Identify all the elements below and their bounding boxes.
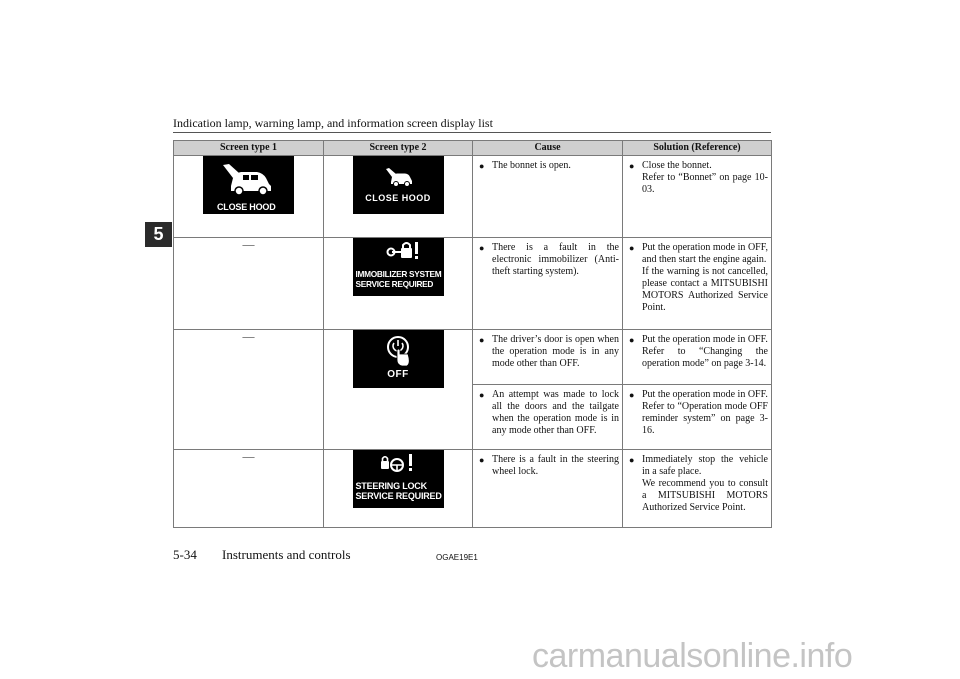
steering-lock-label-line: SERVICE REQUIRED	[355, 491, 442, 501]
screen-type-1-cell	[174, 156, 324, 238]
solution-text	[642, 454, 768, 514]
bullet-icon: ●	[479, 161, 485, 171]
col-header-screen-type-2: Screen type 2	[324, 141, 473, 156]
bullet-icon: ●	[629, 390, 635, 400]
steering-lock-screen	[353, 450, 444, 508]
close-hood-label-1: CLOSE HOOD	[217, 202, 276, 212]
document-code: OGAE19E1	[436, 553, 478, 562]
screen-type-2-cell	[324, 330, 473, 450]
solution-line: Refer to “Changing the operation mode” on page 3-14.	[642, 346, 768, 369]
cause-text: An attempt was made to lock all the doors and the tailgate when the operation mode is in any mode other than OFF.	[492, 389, 619, 436]
bullet-icon: ●	[479, 243, 485, 253]
solution-cell	[623, 385, 772, 450]
key-lock-warning-icon	[353, 238, 444, 268]
screen-type-2-cell	[324, 450, 473, 528]
solution-text	[642, 334, 768, 370]
immobilizer-label	[353, 269, 444, 289]
solution-cell	[623, 238, 772, 330]
immobilizer-label-line: IMMOBILIZER SYSTEM	[355, 269, 442, 279]
watermark: carmanualsonline.info	[532, 637, 853, 675]
indicator-table	[173, 140, 772, 528]
bullet-icon: ●	[479, 390, 485, 400]
solution-line: We recommend you to consult a MITSUBISHI MOTORS Authorized Service Point.	[642, 478, 768, 513]
cause-cell	[473, 330, 623, 385]
solution-line: Put the operation mode in OFF.	[642, 334, 768, 345]
chapter-tab: 5	[145, 222, 172, 247]
table-header-row	[174, 141, 772, 156]
steering-lock-label	[353, 481, 444, 501]
cause-cell	[473, 156, 623, 238]
close-hood-screen-type-2	[353, 156, 444, 214]
cause-cell	[473, 238, 623, 330]
steering-lock-warning-icon	[353, 450, 444, 480]
solution-cell	[623, 156, 772, 238]
col-header-cause: Cause	[473, 141, 623, 156]
solution-line: Put the operation mode in OFF, and then start the engine again.	[642, 242, 768, 265]
cause-cell	[473, 385, 623, 450]
bullet-icon: ●	[629, 243, 635, 253]
solution-line: Refer to “Bonnet” on page 10-03.	[642, 172, 768, 195]
screen-type-1-cell: —	[174, 330, 324, 450]
bullet-icon: ●	[629, 335, 635, 345]
col-header-screen-type-1: Screen type 1	[174, 141, 324, 156]
solution-line: If the warning is not cancelled, please contact a MITSUBISHI MOTORS Authorized Service Point.	[642, 266, 768, 313]
solution-line: Refer to “Operation mode OFF reminder system” on page 3-16.	[642, 401, 768, 436]
immobilizer-screen	[353, 238, 444, 296]
section-name: Instruments and controls	[222, 547, 351, 562]
screen-type-2-cell	[324, 156, 473, 238]
power-button-press-icon	[353, 330, 444, 370]
table-row	[174, 450, 772, 528]
bullet-icon: ●	[629, 161, 635, 171]
solution-text	[642, 389, 768, 437]
bullet-icon: ●	[479, 455, 485, 465]
car-hood-open-icon	[203, 156, 294, 200]
screen-type-1-cell: —	[174, 450, 324, 528]
operation-mode-off-screen	[353, 330, 444, 388]
solution-cell	[623, 450, 772, 528]
cause-text: The bonnet is open.	[492, 160, 571, 171]
bullet-icon: ●	[479, 335, 485, 345]
header-rule	[173, 132, 771, 133]
page-number: 5-34	[173, 547, 197, 562]
screen-type-1-cell: —	[174, 238, 324, 330]
cause-cell	[473, 450, 623, 528]
car-hood-open-icon	[353, 156, 444, 192]
close-hood-label-2: CLOSE HOOD	[365, 193, 431, 203]
solution-text	[642, 242, 768, 314]
solution-line: Put the operation mode in OFF.	[642, 389, 768, 400]
cause-text: There is a fault in the steering wheel lock.	[492, 454, 619, 477]
solution-text	[642, 160, 768, 196]
solution-line: Close the bonnet.	[642, 160, 712, 171]
table-row	[174, 156, 772, 238]
table-row	[174, 238, 772, 330]
immobilizer-label-line: SERVICE REQUIRED	[355, 279, 434, 289]
close-hood-screen-type-1	[203, 156, 294, 214]
solution-line: Immediately stop the vehicle in a safe place.	[642, 454, 768, 477]
bullet-icon: ●	[629, 455, 635, 465]
cause-text: There is a fault in the electronic immobilizer (Anti-theft starting system).	[492, 242, 619, 277]
solution-cell	[623, 330, 772, 385]
col-header-solution: Solution (Reference)	[623, 141, 772, 156]
page-header-title: Indication lamp, warning lamp, and information screen display list	[173, 116, 493, 130]
cause-text: The driver’s door is open when the operation mode is in any mode other than OFF.	[492, 334, 619, 369]
steering-lock-label-line: STEERING LOCK	[355, 481, 427, 491]
table-row	[174, 330, 772, 385]
off-label: OFF	[387, 369, 409, 380]
screen-type-2-cell	[324, 238, 473, 330]
